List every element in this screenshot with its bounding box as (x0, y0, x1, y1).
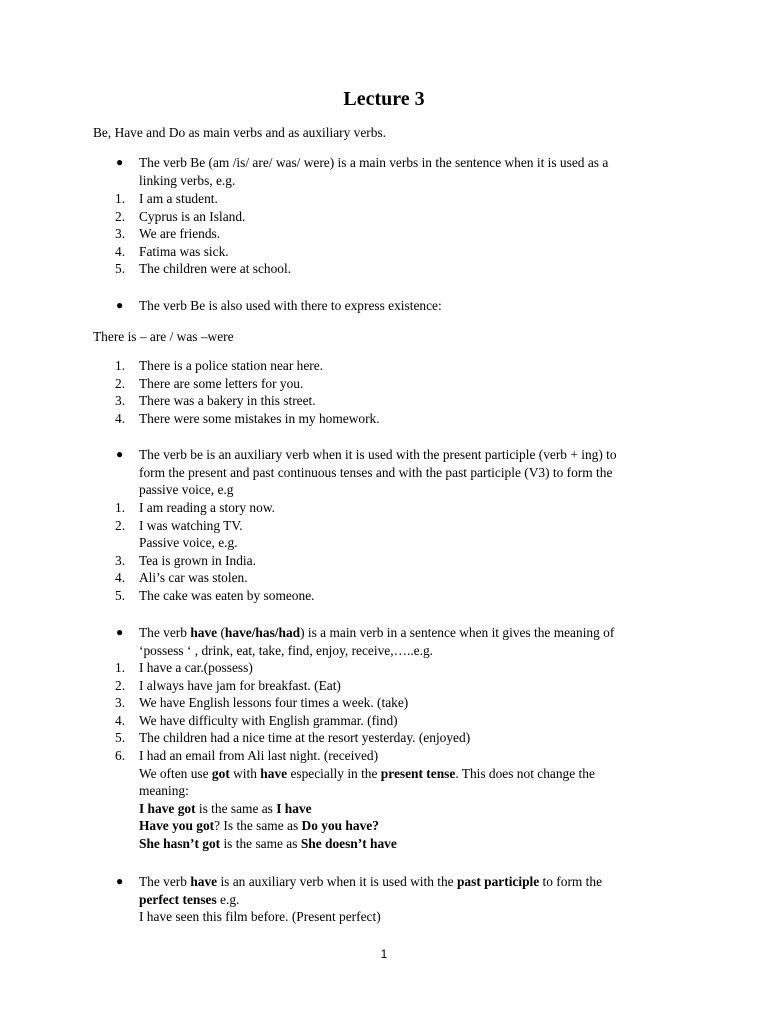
list-item: 1. I am a student. (115, 191, 218, 206)
list-item: 5. The children had a nice time at the resort yesterday. (enjoyed) (115, 730, 471, 746)
page-title: Lecture 3 (343, 88, 425, 110)
bullet-dot: ● (116, 625, 124, 639)
list-item: 4. Fatima was sick. (115, 243, 229, 259)
bullet-be-main-verb: ● The verb Be (am /is/ are/ was/ were) is a main verbs in the sentence when it is used as a linking verbs, e.g. (116, 155, 609, 188)
bullet-have-auxiliary: ● The verb have is an auxiliary verb when it is used with the past participle to form the perfect tenses e.g. I have seen this film before. (Present perfect) (93, 873, 663, 926)
passive-voice-label: Passive voice, e.g. (139, 535, 238, 551)
list-item: 3. There was a bakery in this street. (115, 393, 316, 409)
list-item: 3. We have English lessons four times a week. (take) (115, 695, 409, 711)
list-item: 5. The children were at school. (115, 261, 292, 277)
got-example-2: Have you got? Is the same as Do you have? (139, 818, 379, 834)
got-note: We often use got with have especially in the present tense. This does not change the (139, 765, 595, 781)
bullet-be-existence: ● The verb Be is also used with there to express existence: (116, 298, 442, 313)
there-is-line: There is – are / was –were (93, 329, 234, 344)
page-number: 1 (380, 947, 388, 961)
list-item: 2. I always have jam for breakfast. (Eat) (115, 677, 341, 693)
bullet-be-auxiliary: ● The verb be is an auxiliary verb when it is used with the present participle (verb + ing) to form the present and past continuous tenses and with the past participle (V3) to form the passive voice, e.g (116, 447, 617, 498)
list-have-examples: 1. I have a car.(possess) 2. I always have jam for breakfast. (Eat) 3. We have English lessons four times a week. (take) 4. We have difficulty with English grammar. (find) 5. The children had a nice time at the resort yesterday. (enjoyed) 6. I had an email from Ali last night. (received) We often use got with have especially in the present tense. This does not change the meaning: I have got is the same as I have Have you got? Is the same as Do you have? She hasn’t got is the same as She doesn’t have (93, 659, 663, 853)
bullet-dot: ● (116, 155, 124, 169)
list-item: 4. We have difficulty with English grammar. (find) (115, 712, 398, 728)
bullet-dot: ● (116, 298, 124, 312)
list-item: 3. Tea is grown in India. (115, 552, 256, 568)
intro-paragraph: Be, Have and Do as main verbs and as auxiliary verbs. (93, 125, 387, 140)
list-item: 1. I am reading a story now. (115, 500, 275, 515)
list-item: 2. I was watching TV. (115, 517, 243, 533)
list-item: 1. There is a police station near here. (115, 358, 324, 373)
list-item: 1. I have a car.(possess) (115, 660, 253, 675)
got-example-1: I have got is the same as I have (139, 800, 312, 816)
bullet-dot: ● (116, 874, 124, 888)
list-item: 4. Ali’s car was stolen. (115, 570, 248, 586)
list-there-examples (93, 357, 663, 427)
got-example-3: She hasn’t got is the same as She doesn’t have (139, 835, 397, 851)
perfect-example: I have seen this film before. (Present perfect) (139, 909, 381, 925)
list-item: 5. The cake was eaten by someone. (115, 587, 315, 603)
bullet-dot: ● (116, 447, 124, 461)
list-be-auxiliary-examples (93, 499, 663, 605)
list-be-examples (93, 190, 663, 278)
bullet-have-main-verb: ● The verb have (have/has/had) is a main verb in a sentence when it gives the meaning of ‘possess ‘ , drink, eat, take, find, enjoy, receive,…..e.g. (116, 625, 615, 658)
list-item: 6. I had an email from Ali last night. (received) (115, 747, 379, 763)
list-item: 2. Cyprus is an Island. (115, 208, 246, 224)
list-item: 2. There are some letters for you. (115, 375, 304, 391)
list-item: 4. There were some mistakes in my homework. (115, 410, 380, 426)
list-item: 3. We are friends. (115, 226, 221, 242)
